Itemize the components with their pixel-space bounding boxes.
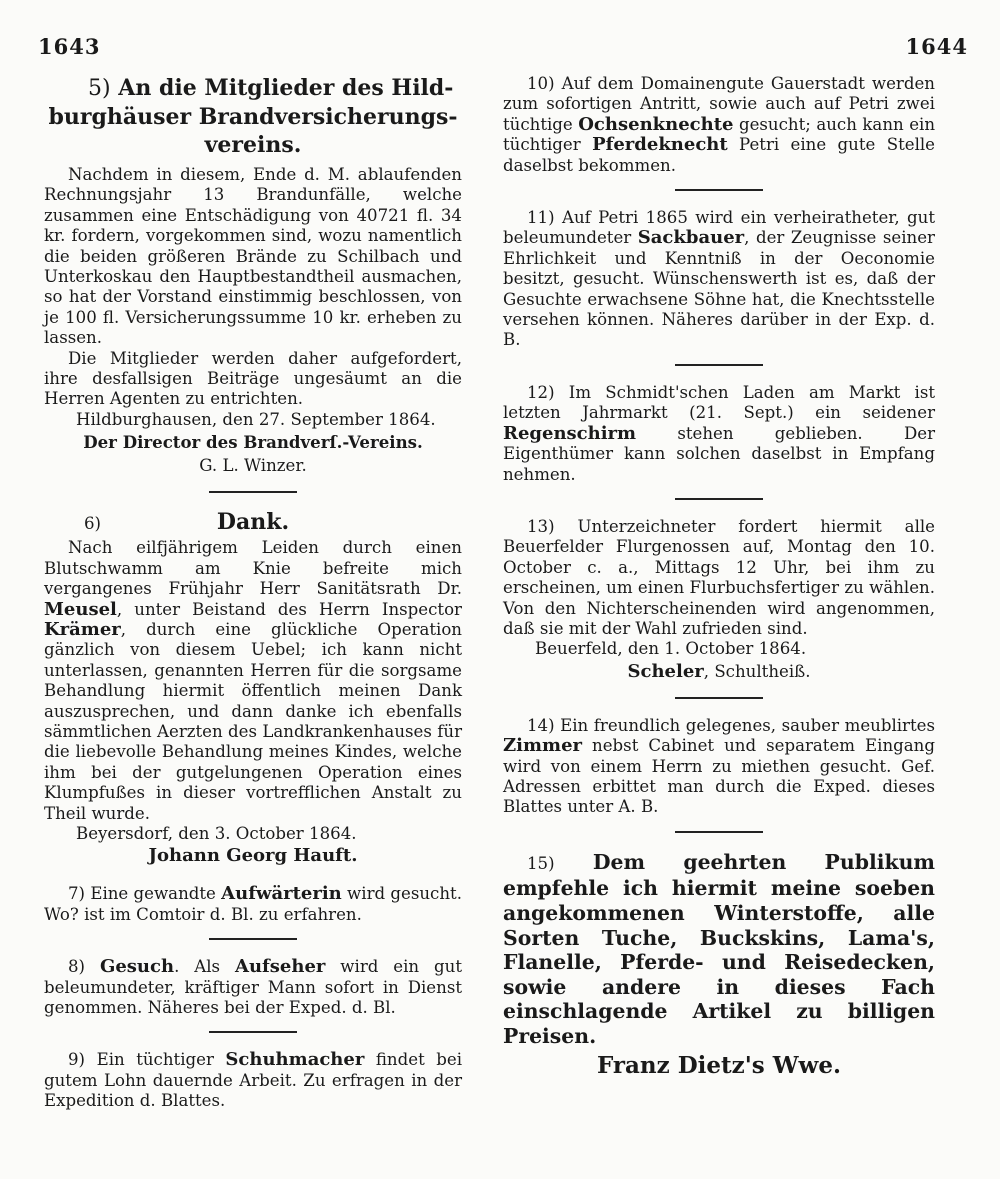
ad-8-keyword-1: Gesuch (99, 956, 175, 978)
ad-5-heading-line1: An die Mitglieder des Hild- (118, 75, 454, 101)
ad-15-body: Dem geehrten Publikum empfehle ich hiermit meine soeben angekommenen Winterstoffe, alle Sorten Tuche, Buckskins, Lama's, Flanelle, Pferde- und Reisedecken, sowie andere in dieses Fach einschlagende Artikel zu billigen Preisen. (503, 849, 935, 1048)
ad-12-keyword: Regenschirm (503, 422, 637, 444)
ad-10-text-b: gesucht; auch kann ein tüchtiger (503, 114, 936, 155)
ad-15-number: 15) (527, 853, 555, 873)
ad-5-number: 5) (88, 76, 111, 101)
ad-5-date: Hildburghausen, den 27. September 1864. (76, 409, 436, 429)
page-number-left: 1643 (38, 34, 101, 59)
ad-6-text-c: , durch eine glückliche Operation gänzlich von diesem Uebel; ich kann nicht unterlassen, genannten Herren für die sorgsame Behandlung hiermit öffentlich meinen Dank auszusprechen, und dann danke ich ebenfalls sämmtlichen Aerzten des Landkrankenhauses für die liebevolle Behandlung meines Kindes, welche ihm bei der gutgelungenen Operation eines Klumpfußes in dieser vortrefflichen Anstalt zu Theil wurde. (44, 619, 462, 823)
ad-12-text (503, 383, 935, 485)
ad-12-text-a: Im Schmidt'schen Laden am Markt ist letzten Jahrmarkt (21. Sept.) ein seidener (503, 382, 936, 423)
ad-6-text-b: , unter Beistand des Herrn Inspector (116, 599, 462, 619)
ad-14-room (503, 716, 935, 818)
divider-rule (209, 938, 297, 940)
ad-9-keyword: Schuhmacher (225, 1049, 365, 1071)
ad-9-text (44, 1050, 462, 1111)
ad-7-text (44, 884, 462, 925)
ad-5-heading (44, 76, 462, 101)
ad-6-name-kraemer: Krämer (44, 618, 121, 640)
ad-10-text (503, 74, 935, 176)
ad-10-text-c: Petri eine gute Stelle daselbst bekommen. (503, 135, 936, 175)
ad-9-text-a: Ein tüchtiger (96, 1050, 226, 1070)
ad-9-number: 9) (68, 1050, 86, 1070)
ad-12-umbrella (503, 383, 935, 485)
ad-8-text-b: wird ein gut beleumundeter, kräftiger Mann sofort in Dienst genommen. Näheres bei der Exped. d. Bl. (44, 957, 462, 1017)
ad-10-keyword-1: Ochsenknechte (578, 113, 734, 135)
ad-13-signature-title: , Schultheiß. (703, 661, 811, 681)
ad-14-keyword: Zimmer (503, 735, 583, 757)
ad-14-number: 14) (527, 715, 555, 735)
ad-7-text-a: Eine gewandte (90, 884, 222, 904)
ad-13-body: Unterzeichneter fordert hiermit alle Beuerfelder Flurgenossen auf, Montag den 10. October c. a., Mittags 12 Uhr, bei ihm zu erscheinen, um einen Flurbuchsfertiger zu wählen. Von den Nichterscheinenden wird angenommen, daß sie mit der Wahl zufrieden sind. (503, 516, 936, 638)
ad-11-text-a: Auf Petri 1865 wird ein verheiratheter, gut beleumundeter (503, 208, 935, 248)
ad-12-text-b: stehen geblieben. Der Eigenthümer kann solchen daselbst in Empfang nehmen. (503, 423, 935, 484)
ad-7-maid (44, 884, 462, 925)
ad-13-text (503, 517, 935, 639)
ad-6-name-meusel: Meusel (44, 598, 117, 620)
ad-5-paragraph-1: Nachdem in diesem, Ende d. M. ablaufenden Rechnungsjahr 13 Brandunfälle, welche zusammen eine Entschädigung von 40721 fl. 34 kr. fordern, vorgekommen sind, wozu namentlich die beiden größeren Brände zu Schilbach und Unterkoskau den Hauptbestandtheil ausmachen, so hat der Vorstand einstimmig beschlossen, von je 100 fl. Versicherungssumme 10 kr. erheben zu lassen. (44, 165, 462, 348)
ad-11-text-b: , der Zeugnisse seiner Ehrlichkeit und Kenntniß in der Oeconomie besitzt, gesucht. Wünschenswerth ist es, daß der Gesuchte erwachsene Söhne hat, die Knechtsstelle versehen können. Näheres darüber in der Exp. d. B. (503, 228, 935, 350)
left-column (44, 74, 462, 1112)
ad-10-farmhands (503, 74, 935, 176)
ad-5-signature-name: G. L. Winzer. (199, 456, 307, 476)
ad-14-text-a: Ein freundlich gelegenes, sauber meublirtes (560, 715, 935, 735)
ad-6-number: 6) (84, 514, 102, 534)
divider-rule (675, 697, 763, 699)
divider-rule (675, 364, 763, 366)
ad-8-text (44, 957, 462, 1018)
ad-5-heading-line3: vereins. (204, 132, 302, 158)
ad-10-text-a: Auf dem Domainengute Gauerstadt werden zum sofortigen Antritt, sowie auch auf Petri zwei tüchtige (503, 74, 935, 134)
ad-7-text-b: wird gesucht. Wo? ist im Comtoir d. Bl. zu erfahren. (44, 884, 462, 924)
ad-6-paragraph (44, 538, 462, 824)
ad-15-text (503, 850, 935, 1049)
ad-12-number: 12) (527, 382, 555, 402)
divider-rule (209, 1031, 297, 1033)
ad-13-number: 13) (527, 516, 555, 536)
ad-6-text-a: Nach eilfjährigem Leiden durch einen Blutschwamm am Knie befreite mich vergangenes Frühjahr Herr Sanitätsrath Dr. (44, 538, 462, 599)
ad-10-number: 10) (527, 74, 555, 93)
ad-5-heading-line2: burghäuser Brandversicherungs- (48, 104, 458, 130)
ad-13-signature (503, 660, 935, 684)
ad-9-text-b: findet bei gutem Lohn dauernde Arbeit. Zu erfragen in der Expedition d. Blattes. (44, 1050, 463, 1111)
ad-11-number: 11) (527, 208, 555, 228)
ad-10-keyword-2: Pferdeknecht (592, 134, 728, 156)
divider-rule (675, 831, 763, 833)
ad-5-signature-title: Der Director des Brandverſ.-Vereins. (83, 432, 423, 453)
ad-13-date: Beuerfeld, den 1. October 1864. (535, 639, 807, 659)
ad-15-signature: Franz Dietz's Wwe. (596, 1051, 841, 1079)
ad-5-fire-insurance (44, 76, 462, 478)
ad-8-text-a: . Als (174, 957, 235, 977)
ad-15-winter-fabrics (503, 850, 935, 1083)
right-column (503, 74, 935, 1083)
ad-11-keyword: Sackbauer (637, 227, 745, 249)
ad-13-meeting (503, 517, 935, 684)
ad-8-overseer (44, 957, 462, 1018)
ad-8-number: 8) (68, 957, 86, 977)
ad-6-heading (44, 510, 462, 534)
divider-rule (675, 189, 763, 191)
ad-9-shoemaker (44, 1050, 462, 1111)
ad-13-signature-name: Scheler (627, 660, 704, 682)
divider-rule (675, 498, 763, 500)
page-number-right: 1644 (905, 34, 968, 59)
ad-14-text (503, 716, 935, 818)
ad-6-date: Beyersdorf, den 3. October 1864. (76, 823, 357, 843)
ad-14-text-b: nebst Cabinet und separatem Eingang wird von einem Herrn zu miethen gesucht. Gef. Adressen erbittet man durch die Exped. dieses Blattes unter A. B. (503, 736, 935, 817)
ad-6-signature: Johann Georg Hauft. (148, 845, 358, 867)
ad-7-number: 7) (68, 884, 86, 904)
ad-11-text (503, 208, 935, 351)
ad-7-keyword: Aufwärterin (221, 883, 342, 905)
ad-5-paragraph-2: Die Mitglieder werden daher aufgefordert, ihre desfallsigen Beiträge ungesäumt an die Herren Agenten zu entrichten. (44, 348, 462, 409)
ad-8-keyword-2: Aufseher (234, 956, 326, 978)
ad-6-title: Dank. (216, 509, 290, 536)
divider-rule (209, 491, 297, 493)
ad-6-thanks (44, 510, 462, 868)
ad-11-sackbauer (503, 208, 935, 351)
